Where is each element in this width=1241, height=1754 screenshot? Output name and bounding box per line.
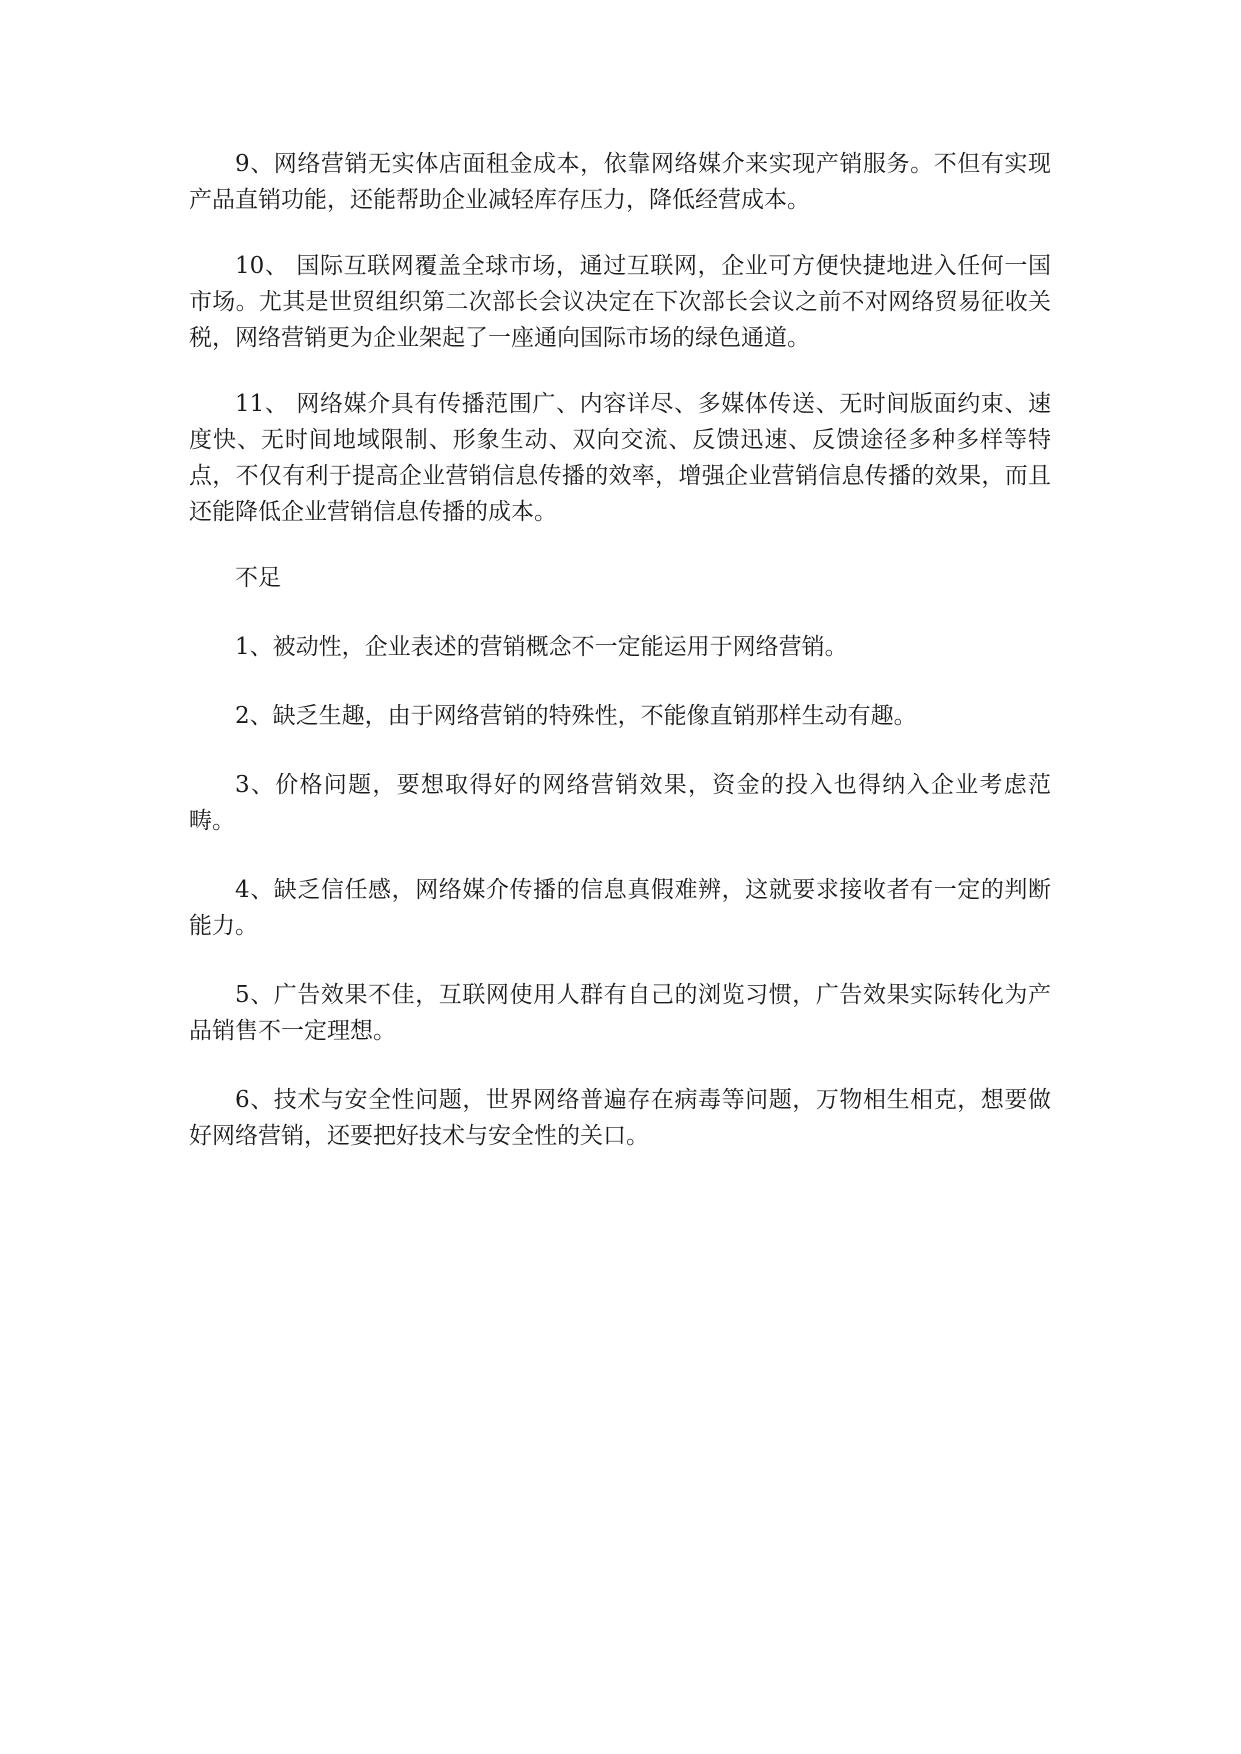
disadvantage-item-2: 2、缺乏生趣，由于网络营销的特殊性，不能像直销那样生动有趣。 — [235, 703, 917, 729]
disadvantage-item-3: 3、价格问题，要想取得好的网络营销效果，资金的投入也得纳入企业考虑范畴。 — [189, 772, 1051, 834]
disadvantage-item-1: 1、被动性，企业表述的营销概念不一定能运用于网络营销。 — [235, 634, 848, 660]
document-body — [189, 146, 1051, 1187]
disadvantages-list — [189, 629, 1051, 1154]
advantage-item-11: 11、 网络媒介具有传播范围广、内容详尽、多媒体传送、无时间版面约束、速度快、无时间地域限制、形象生动、双向交流、反馈迅速、反馈途径多种多样等特点，不仅有利于提高企业营销信息传播的效率，增强企业营销信息传播的效果，而且还能降低企业营销信息传播的成本。 — [189, 391, 1051, 525]
advantage-item-10: 10、 国际互联网覆盖全球市场，通过互联网，企业可方便快捷地进入任何一国市场。尤其是世贸组织第二次部长会议决定在下次部长会议之前不对网络贸易征收关税，网络营销更为企业架起了一座通向国际市场的绿色通道。 — [189, 253, 1051, 351]
advantage-item-9: 9、网络营销无实体店面租金成本，依靠网络媒介来实现产销服务。不但有实现产品直销功能，还能帮助企业减轻库存压力，降低经营成本。 — [189, 151, 1051, 213]
disadvantage-item-5: 5、广告效果不佳，互联网使用人群有自己的浏览习惯，广告效果实际转化为产品销售不一定理想。 — [189, 982, 1051, 1044]
disadvantage-item-4: 4、缺乏信任感，网络媒介传播的信息真假难辨，这就要求接收者有一定的判断能力。 — [189, 877, 1051, 939]
disadvantage-item-6: 6、技术与安全性问题，世界网络普遍存在病毒等问题，万物相生相克，想要做好网络营销，还要把好技术与安全性的关口。 — [189, 1087, 1051, 1149]
section-heading-disadvantages: 不足 — [235, 565, 281, 591]
